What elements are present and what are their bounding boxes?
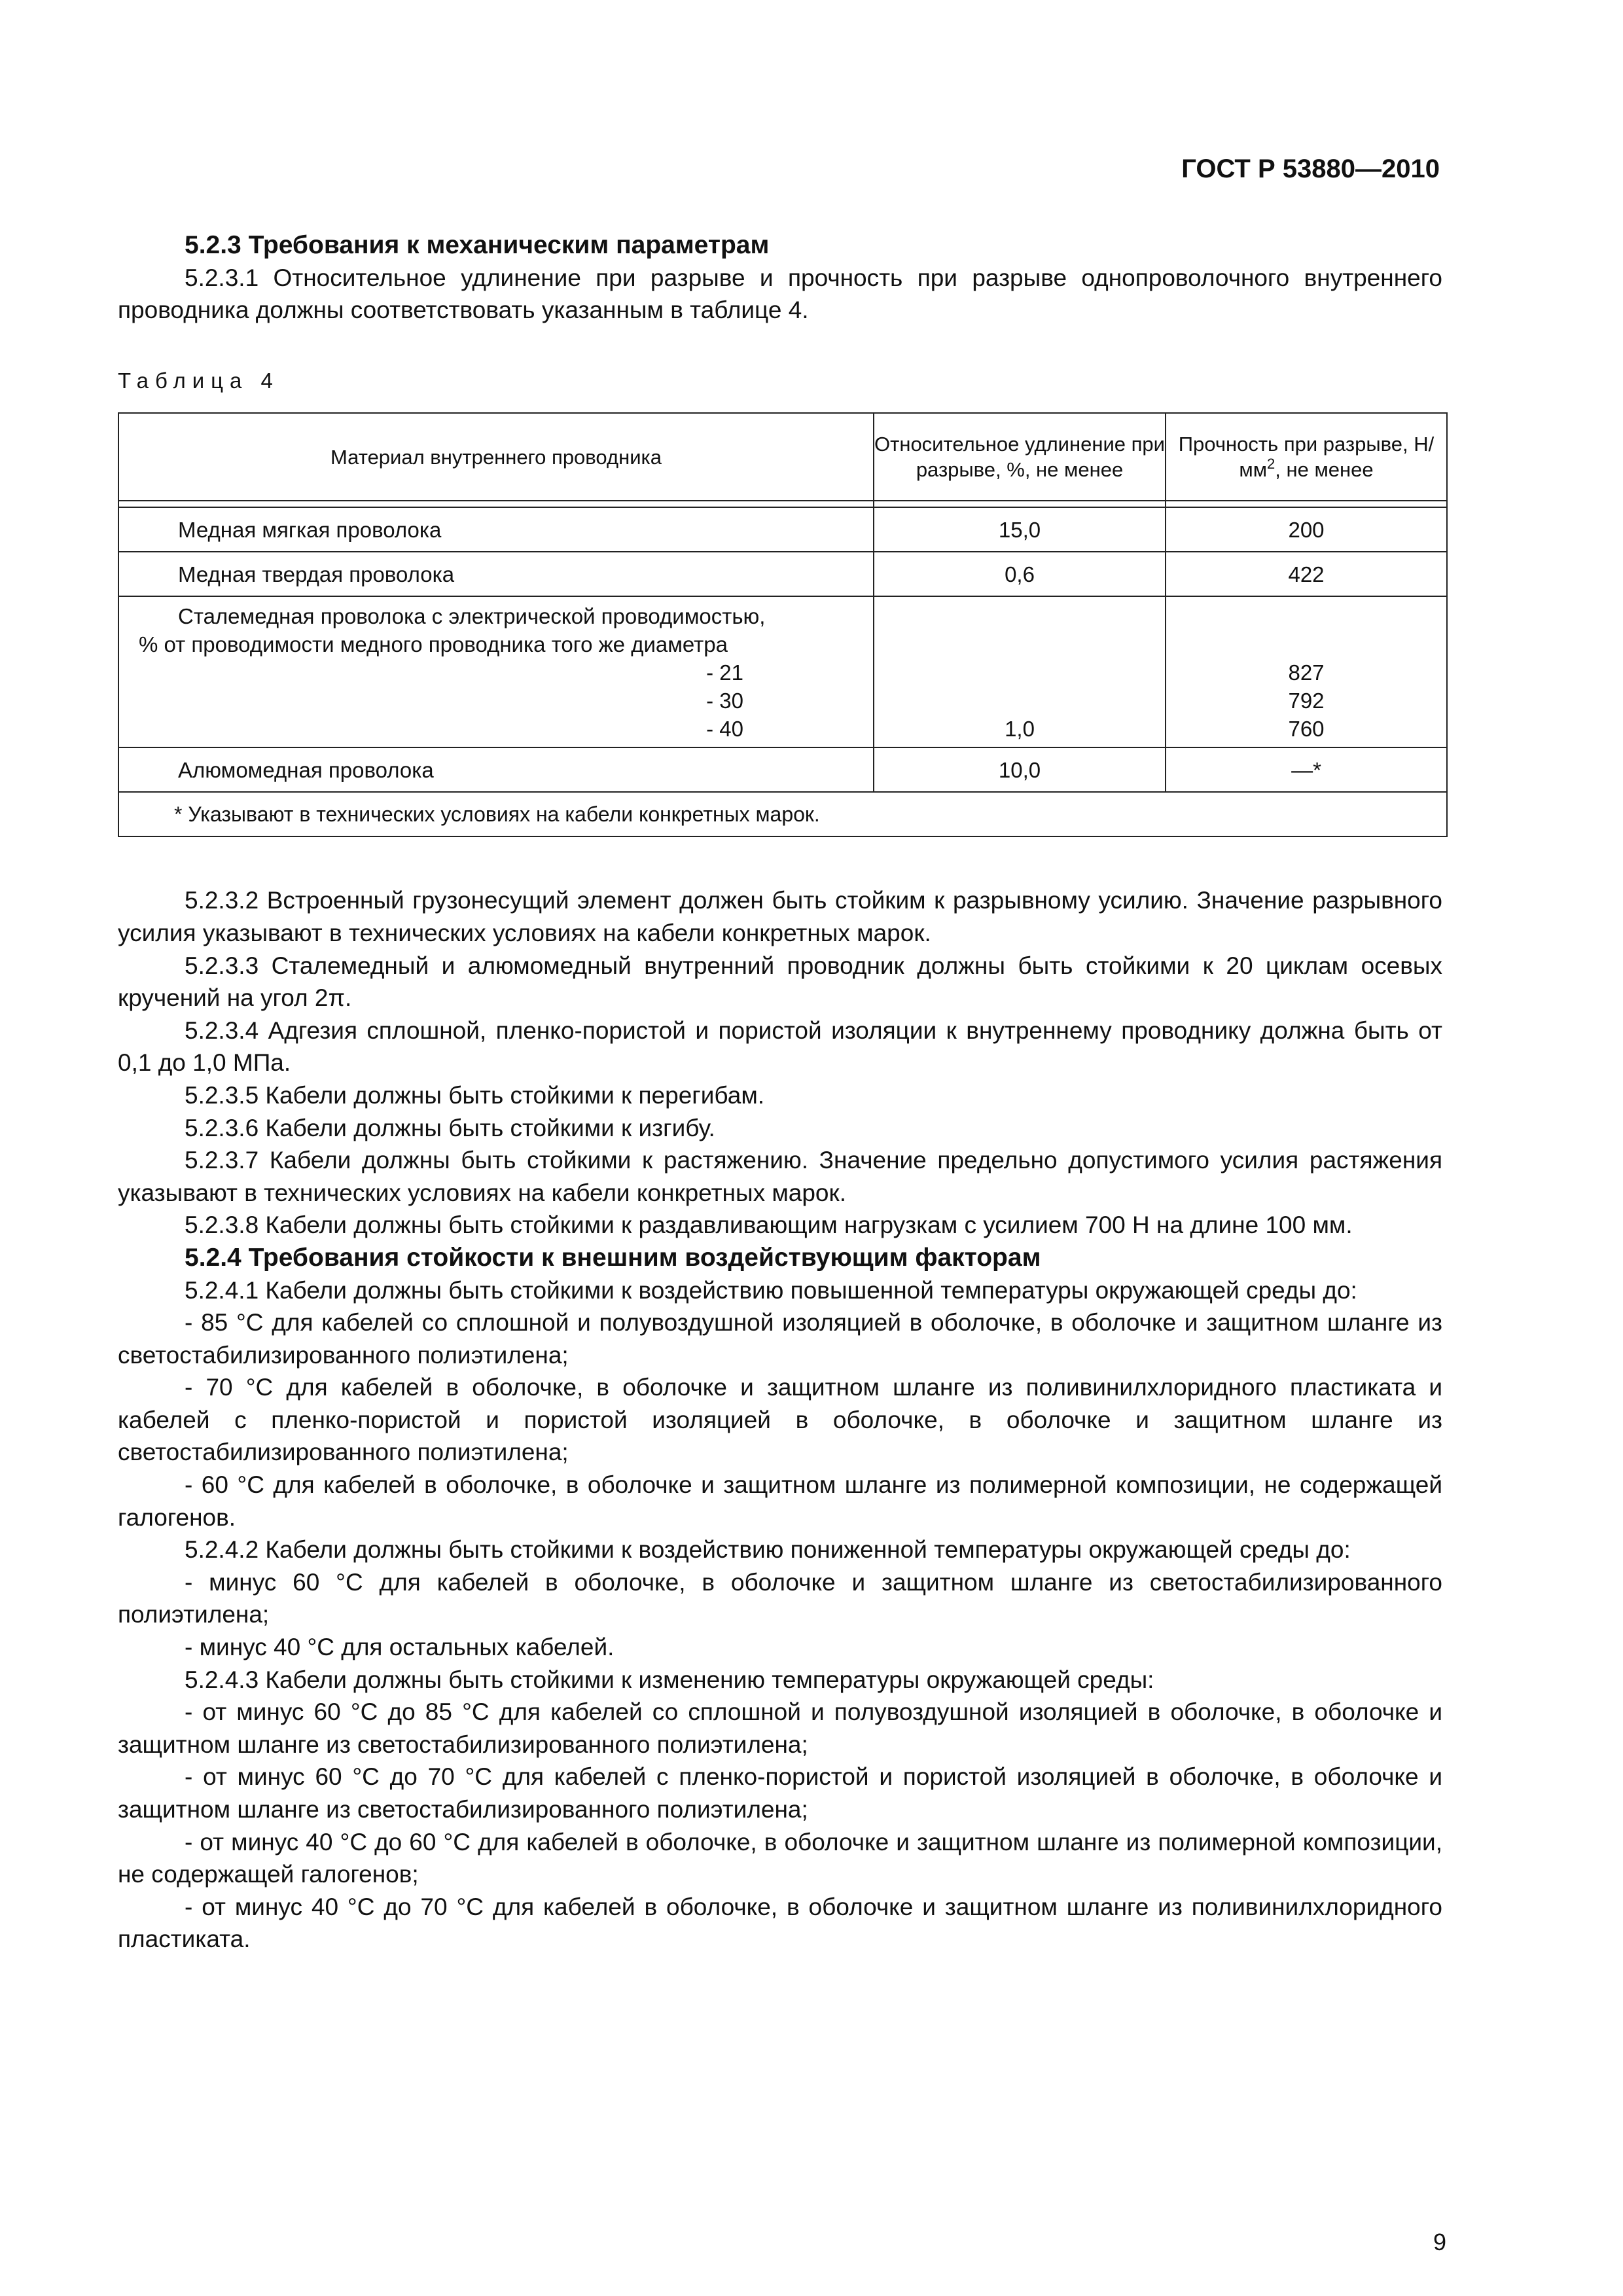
cell-elongation: 0,6 bbox=[874, 552, 1166, 596]
header-strength-suffix: , не менее bbox=[1275, 458, 1374, 482]
section-heading-5-2-4: 5.2.4 Требования стойкости к внешним воздействующим факторам bbox=[185, 1243, 1041, 1272]
table-row bbox=[118, 747, 1447, 792]
list-item: - от минус 60 °С до 85 °С для кабелей со сплошной и полувоздушной изоляцией в оболочке, в оболочке и защитном шланге из светостабилизированного полиэтилена; bbox=[118, 1698, 1442, 1758]
cell-elongation: 10,0 bbox=[874, 747, 1166, 792]
paragraph-5-2-3-6: 5.2.3.6 Кабели должны быть стойкими к изгибу. bbox=[185, 1114, 715, 1141]
header-strength bbox=[1166, 413, 1447, 501]
cell-strength: 200 bbox=[1166, 507, 1447, 552]
header-strength-prefix: Прочность при разрыве, Н/мм bbox=[1178, 433, 1435, 482]
list-item: - 85 °С для кабелей со сплошной и полувоздушной изоляцией в оболочке, в оболочке и защитном шланге из светостабилизированного полиэтилена; bbox=[118, 1309, 1442, 1369]
steel-strength: 827 bbox=[1288, 660, 1325, 685]
mechanical-paragraphs bbox=[118, 884, 1442, 1242]
cell-strength: —* bbox=[1166, 747, 1447, 792]
steel-strength: 760 bbox=[1288, 717, 1325, 742]
paragraph-5-2-3-4: 5.2.3.4 Адгезия сплошной, пленко-пористой и пористой изоляции к внутреннему проводнику должна быть от 0,1 до 1,0 МПа. bbox=[118, 1016, 1442, 1077]
table-header-row bbox=[118, 413, 1447, 501]
header-strength-sup: 2 bbox=[1267, 456, 1275, 473]
paragraph-5-2-3-2: 5.2.3.2 Встроенный грузонесущий элемент должен быть стойким к разрывному усилию. Значение разрывного усилия указывают в технических условиях на кабели конкретных марок. bbox=[118, 887, 1442, 946]
steel-grade: - 40 bbox=[706, 717, 743, 742]
paragraph-5-2-3-8: 5.2.3.8 Кабели должны быть стойкими к раздавливающим нагрузкам с усилием 700 Н на длине 100 мм. bbox=[185, 1211, 1353, 1239]
steel-strength: 792 bbox=[1288, 689, 1325, 713]
list-item: - от минус 40 °С до 60 °С для кабелей в оболочке, в оболочке и защитном шланге из полимерной композиции, не содержащей галогенов; bbox=[118, 1828, 1442, 1888]
list-item: - 60 °С для кабелей в оболочке, в оболочке и защитном шланге из полимерной композиции, не содержащей галогенов. bbox=[118, 1471, 1442, 1531]
list-item: - 70 °С для кабелей в оболочке, в оболочке и защитном шланге из поливинилхлоридного пластиката и кабелей с пленко-пористой и пористой изоляцией в оболочке, в оболочке и защитном шланге из светостабилизированного полиэтилена; bbox=[118, 1374, 1442, 1466]
paragraph-5-2-3-5: 5.2.3.5 Кабели должны быть стойкими к перегибам. bbox=[185, 1081, 765, 1109]
cell-material: Алюмомедная проволока bbox=[118, 747, 874, 792]
steel-line-2: % от проводимости медного проводника того же диаметра bbox=[139, 632, 728, 657]
paragraph-5-2-4-1: 5.2.4.1 Кабели должны быть стойкими к воздействию повышенной температуры окружающей среды до: bbox=[185, 1276, 1357, 1304]
header-material: Материал внутреннего проводника bbox=[118, 413, 874, 501]
header-elongation: Относительное удлинение при разрыве, %, не менее bbox=[874, 413, 1166, 501]
table-row-steel bbox=[118, 596, 1447, 747]
page-body bbox=[118, 229, 1442, 1956]
page-number: 9 bbox=[1433, 2229, 1446, 2255]
section-heading-5-2-3: 5.2.3 Требования к механическим параметрам bbox=[185, 231, 770, 259]
cell-material: Медная твердая проволока bbox=[118, 552, 874, 596]
environment-paragraphs bbox=[118, 1274, 1442, 1956]
list-item: - от минус 60 °С до 70 °С для кабелей с пленко-пористой и пористой изоляцией в оболочке, в оболочке и защитном шланге из светостабилизированного полиэтилена; bbox=[118, 1763, 1442, 1823]
table-row bbox=[118, 507, 1447, 552]
table-header-gap bbox=[118, 501, 1447, 507]
cell-elongation: 15,0 bbox=[874, 507, 1166, 552]
paragraph-5-2-3-1: 5.2.3.1 Относительное удлинение при разрыве и прочность при разрыве однопроволочного внутреннего проводника должны соответствовать указанным в таблице 4. bbox=[118, 264, 1442, 324]
list-item: - от минус 40 °С до 70 °С для кабелей в оболочке, в оболочке и защитном шланге из поливинилхлоридного пластиката. bbox=[118, 1893, 1442, 1953]
paragraph-5-2-4-2: 5.2.4.2 Кабели должны быть стойкими к воздействию пониженной температуры окружающей среды до: bbox=[185, 1536, 1351, 1564]
paragraph-5-2-3-3: 5.2.3.3 Сталемедный и алюмомедный внутренний проводник должны быть стойкими к 20 циклам осевых кручений на угол 2π. bbox=[118, 952, 1442, 1012]
table-4 bbox=[118, 412, 1448, 837]
list-item: - минус 40 °С для остальных кабелей. bbox=[185, 1634, 615, 1661]
steel-grade: - 30 bbox=[706, 689, 743, 713]
table-label: Таблица 4 bbox=[118, 368, 279, 393]
list-item: - минус 60 °С для кабелей в оболочке, в оболочке и защитном шланге из светостабилизированного полиэтилена; bbox=[118, 1568, 1442, 1628]
cell-strength: 422 bbox=[1166, 552, 1447, 596]
steel-grade: - 21 bbox=[706, 660, 743, 685]
paragraph-5-2-4-3: 5.2.4.3 Кабели должны быть стойкими к изменению температуры окружающей среды: bbox=[185, 1666, 1154, 1693]
cell-elongation: 1,0 bbox=[874, 596, 1166, 747]
cell-material bbox=[118, 596, 874, 747]
paragraph-5-2-3-7: 5.2.3.7 Кабели должны быть стойкими к растяжению. Значение предельно допустимого усилия растяжения указывают в технических условиях на кабели конкретных марок. bbox=[118, 1147, 1442, 1206]
table-row bbox=[118, 552, 1447, 596]
cell-strength bbox=[1166, 596, 1447, 747]
document-code: ГОСТ Р 53880—2010 bbox=[1181, 154, 1440, 183]
table-footnote-row bbox=[118, 792, 1447, 836]
cell-material: Медная мягкая проволока bbox=[118, 507, 874, 552]
steel-line-1: Сталемедная проволока с электрической проводимостью, bbox=[178, 604, 766, 629]
table-footnote: * Указывают в технических условиях на кабели конкретных марок. bbox=[118, 792, 1447, 836]
